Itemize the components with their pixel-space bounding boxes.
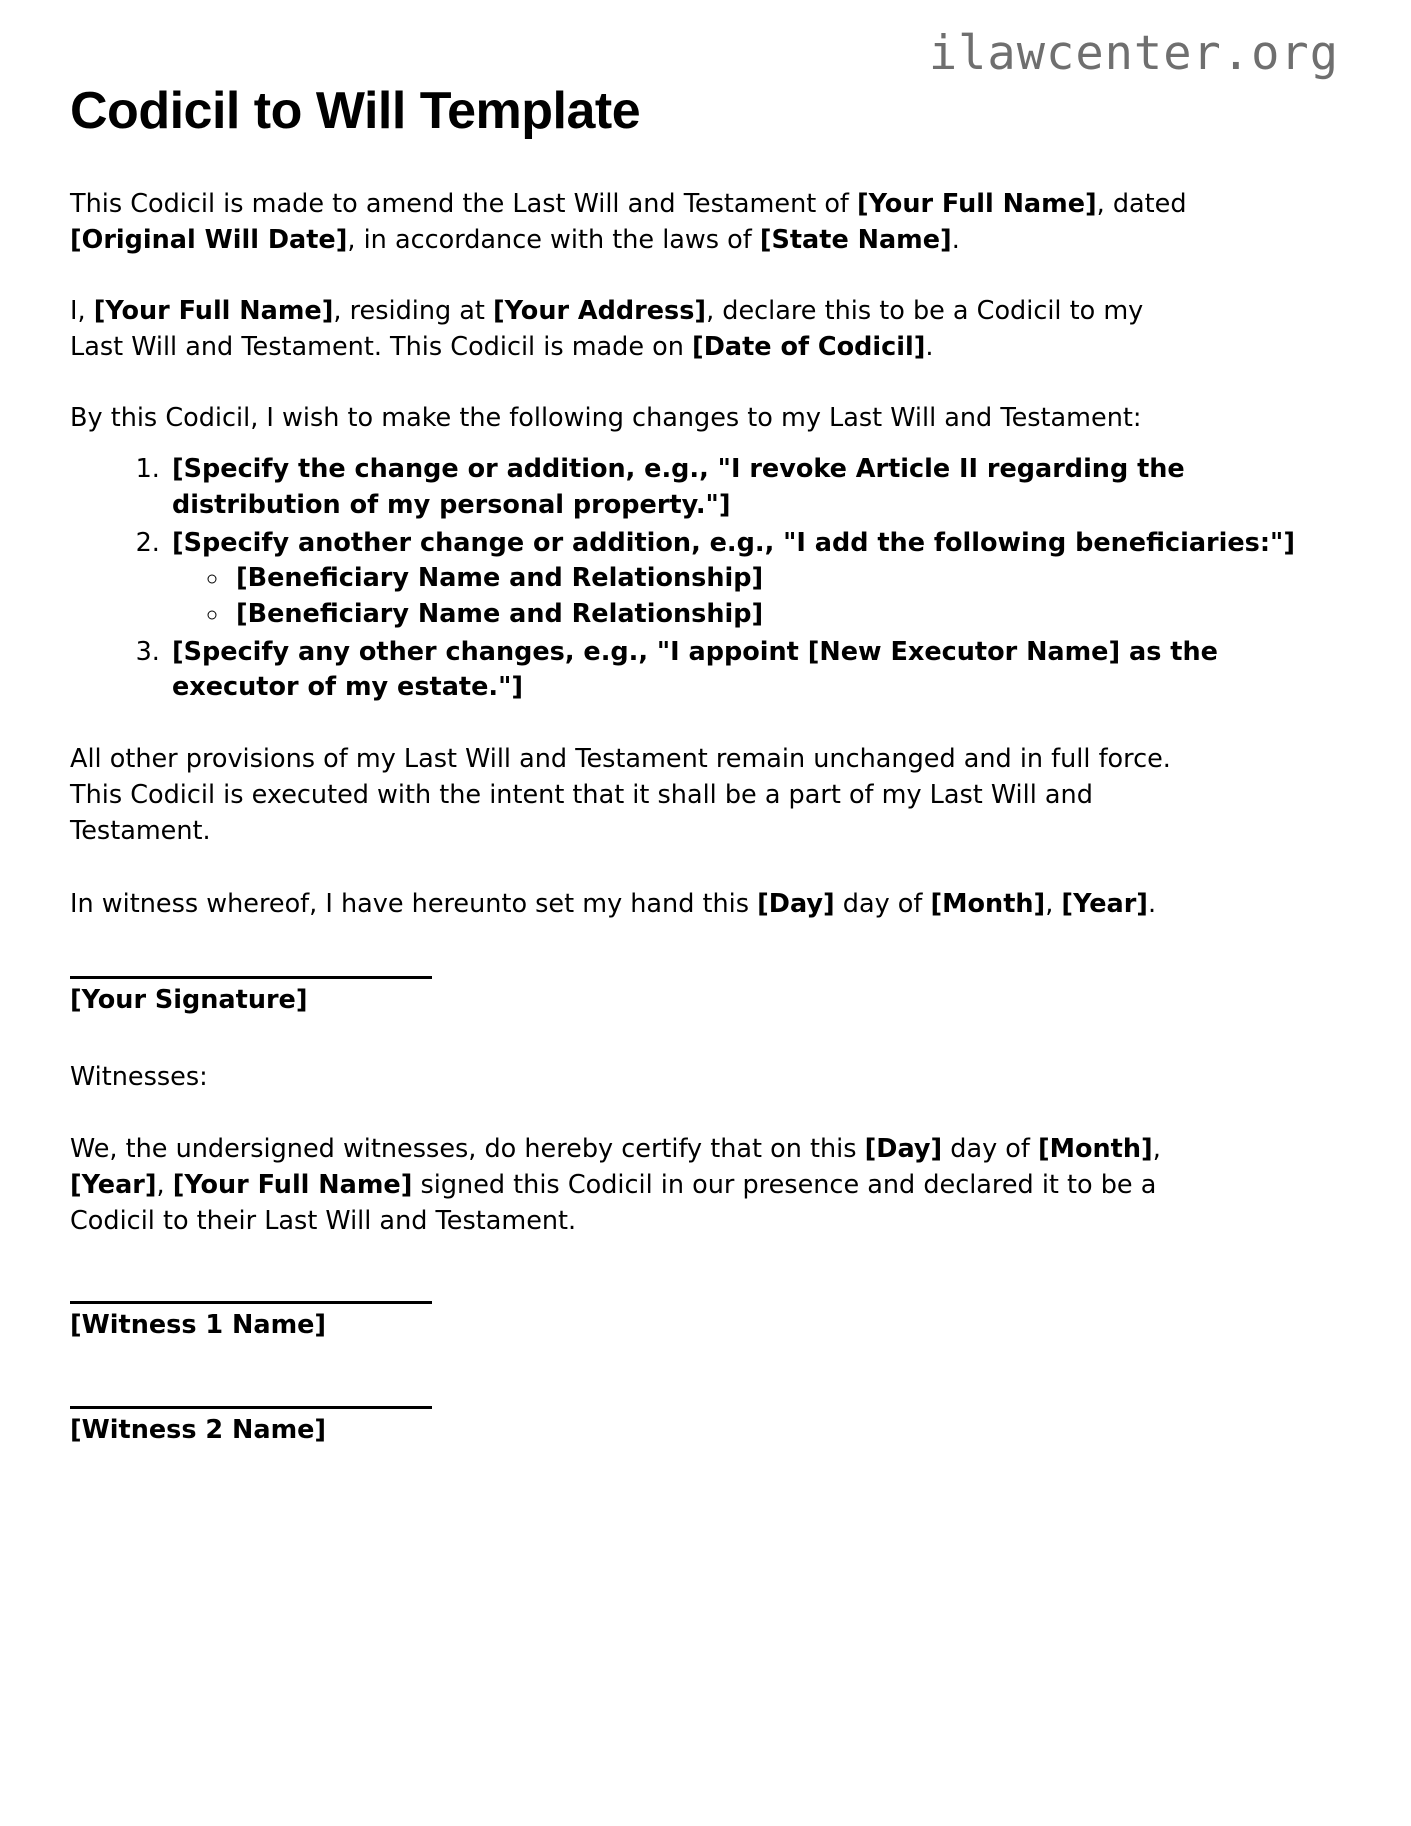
list-item [168,635,1341,706]
placeholder-original-will-date: [Original Will Date] [70,225,348,256]
placeholder-your-full-name: [Your Full Name] [857,189,1097,220]
changes-list [70,452,1341,706]
list-item [168,452,1341,523]
change-item-text: [Specify another change or addition, e.g., "I add the following beneficiaries:"] [172,527,1295,558]
placeholder-your-full-name-2: [Your Full Name] [93,295,334,326]
paragraph-witness-certification [70,1131,1195,1240]
paragraph-all-other-provisions: All other provisions of my Last Will and Testament remain unchanged and in full force. This Codicil is executed with the intent that it shall be a part of my Last Will and Testament. [70,744,1171,847]
intro-text-1: This Codicil is made to amend the Last Will and Testament of [70,189,858,220]
witnesses-heading: Witnesses: [70,1061,208,1092]
in-witness-text-2: day of [834,888,931,919]
placeholder-day: [Day] [757,888,835,919]
signature-block-witness-2 [70,1406,1341,1449]
paragraph-by-this-codicil: By this Codicil, I wish to make the following changes to my Last Will and Testament: [70,403,1142,434]
declaration-text-2: , residing at [333,295,494,326]
declaration-text-3: , declare this to be a Codicil to my Last Will and Testament. This Codicil is made on [70,295,1144,362]
placeholder-your-address: [Your Address] [493,295,707,326]
declaration-text-1: I, [70,295,94,326]
signature-label: [Your Signature] [70,984,308,1015]
certification-text-1: We, the undersigned witnesses, do hereby certify that on this [70,1133,865,1164]
placeholder-date-of-codicil: [Date of Codicil] [692,331,926,362]
signature-line [70,976,432,979]
certification-text-3: , [1152,1133,1161,1164]
list-item [230,561,1341,597]
placeholder-year: [Year] [1061,888,1148,919]
change-item-text: [Specify any other changes, e.g., "I appoint [New Executor Name] as the executor of my estate."] [172,636,1218,703]
paragraph-in-witness-whereof [70,886,1195,922]
placeholder-day-2: [Day] [864,1133,943,1164]
change-item-text: [Specify the change or addition, e.g., "I revoke Article II regarding the distribution of my personal property."] [172,454,1185,520]
list-item [230,597,1341,633]
signature-block-witness-1 [70,1301,1341,1344]
certification-text-4: , [156,1169,173,1200]
in-witness-text-1: In witness whereof, I have hereunto set my hand this [70,888,758,919]
in-witness-text-3: , [1045,888,1062,919]
witness-1-signature-line [70,1301,432,1304]
site-watermark: ilawcenter.org [928,26,1339,81]
beneficiary-sublist [172,561,1341,632]
certification-text-5: signed this Codicil in our presence and declared it to be a Codicil to their Last Will and Testament. [70,1169,1157,1237]
witness-2-label: [Witness 2 Name] [70,1415,327,1446]
intro-text-2: , dated [1096,189,1187,220]
placeholder-year-2: [Year] [70,1169,157,1200]
placeholder-your-full-name-3: [Your Full Name] [172,1169,413,1200]
page-title: Codicil to Will Template [70,82,641,140]
certification-text-2: day of [942,1133,1038,1164]
beneficiary-placeholder: [Beneficiary Name and Relationship] [236,599,764,629]
intro-text-4: . [951,225,960,256]
placeholder-state-name: [State Name] [759,225,952,256]
beneficiary-placeholder: [Beneficiary Name and Relationship] [236,563,764,594]
paragraph-declaration [70,293,1195,365]
placeholder-month: [Month] [930,888,1046,919]
witness-1-label: [Witness 1 Name] [70,1310,327,1341]
list-item [168,526,1341,633]
declaration-text-4: . [925,331,934,362]
paragraph-intro [70,186,1195,258]
intro-text-3: , in accordance with the laws of [347,225,760,256]
placeholder-month-2: [Month] [1037,1133,1153,1164]
witness-2-signature-line [70,1406,432,1409]
signature-block-your-signature [70,976,1341,1019]
in-witness-text-4: . [1147,888,1157,919]
